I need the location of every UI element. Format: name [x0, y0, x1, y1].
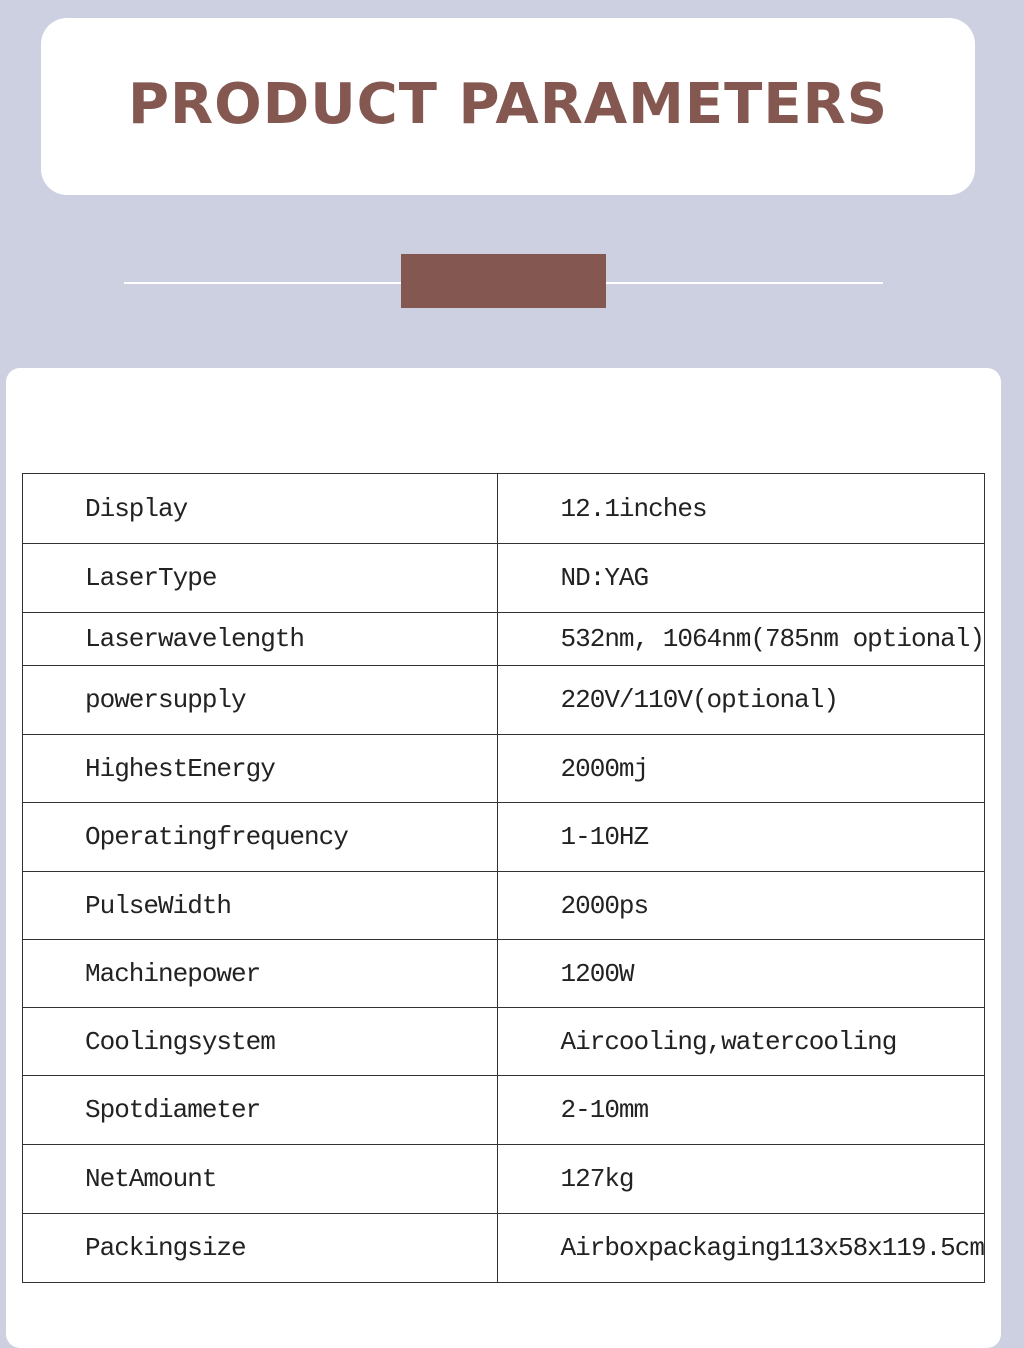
param-label: PulseWidth — [23, 872, 498, 940]
param-label: LaserType — [23, 544, 498, 613]
table-row — [23, 1214, 985, 1283]
table-row — [23, 1145, 985, 1214]
param-value: 127kg — [497, 1145, 984, 1214]
table-row — [23, 735, 985, 803]
param-value: Aircooling,watercooling — [497, 1008, 984, 1076]
param-value: 220V/110V(optional) — [497, 666, 984, 735]
param-value: 2-10mm — [497, 1076, 984, 1145]
param-value: Airboxpackaging113x58x119.5cm — [497, 1214, 984, 1283]
divider-accent-block — [401, 254, 606, 308]
param-label: Operatingfrequency — [23, 803, 498, 872]
param-value: 2000ps — [497, 872, 984, 940]
title-card — [41, 18, 975, 195]
param-label: Spotdiameter — [23, 1076, 498, 1145]
table-row — [23, 613, 985, 666]
table-row — [23, 872, 985, 940]
param-value: 1200W — [497, 940, 984, 1008]
page-title: PRODUCT PARAMETERS — [127, 72, 889, 137]
table-row — [23, 1076, 985, 1145]
table-row — [23, 544, 985, 613]
param-label: NetAmount — [23, 1145, 498, 1214]
table-row — [23, 1008, 985, 1076]
table-row — [23, 474, 985, 544]
param-label: Machinepower — [23, 940, 498, 1008]
param-value: ND:YAG — [497, 544, 984, 613]
param-label: powersupply — [23, 666, 498, 735]
param-label: Display — [23, 474, 498, 544]
parameters-table — [22, 473, 985, 1283]
param-label: Coolingsystem — [23, 1008, 498, 1076]
param-value: 12.1inches — [497, 474, 984, 544]
table-row — [23, 666, 985, 735]
param-value: 2000mj — [497, 735, 984, 803]
table-row — [23, 940, 985, 1008]
param-value: 1-10HZ — [497, 803, 984, 872]
param-label: Packingsize — [23, 1214, 498, 1283]
param-label: Laserwavelength — [23, 613, 498, 666]
param-value: 532nm, 1064nm(785nm optional) — [497, 613, 984, 666]
table-row — [23, 803, 985, 872]
param-label: HighestEnergy — [23, 735, 498, 803]
